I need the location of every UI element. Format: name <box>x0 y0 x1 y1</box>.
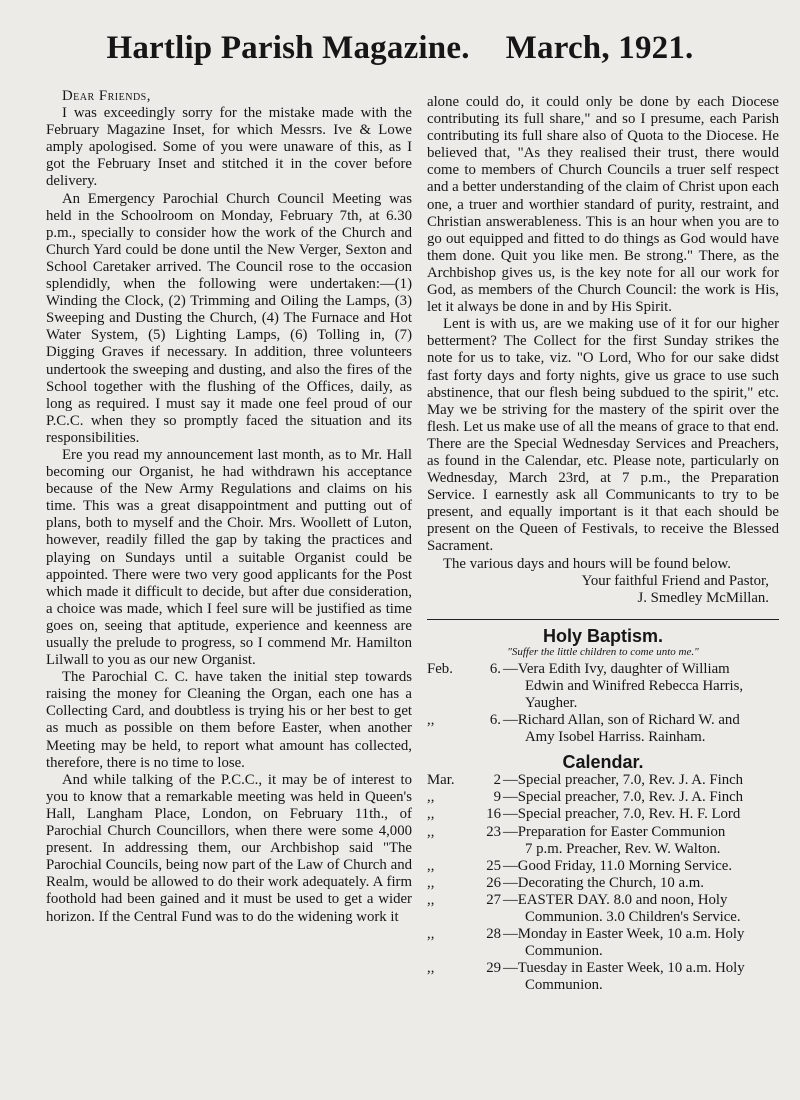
entry-day: 25 <box>486 857 501 874</box>
masthead <box>0 30 800 67</box>
entry-month: ,, <box>427 960 435 977</box>
closing: Your faithful Friend and Pastor, <box>581 572 769 589</box>
left-column <box>46 88 412 926</box>
entry-text <box>503 926 779 960</box>
entry-line: —EASTER DAY. 8.0 and noon, Holy <box>503 891 728 908</box>
calendar-entry <box>427 772 779 789</box>
calendar-entry <box>427 892 779 926</box>
entry-line: —Tuesday in Easter Week, 10 a.m. Holy <box>503 960 745 977</box>
issue-date: March, 1921. <box>505 30 694 66</box>
entry-month: Feb. <box>427 660 453 677</box>
baptism-motto: "Suffer the little children to come unto me." <box>507 645 699 658</box>
salutation: Dear Friends, <box>62 88 151 104</box>
letter-paragraph: I was exceedingly sorry for the mistake made with the February Magazine Inset, for which Messrs. Ive & Lowe amply apologised. Some of you were unaware of this, as I got the February Inset and stitched it in the cover before delivery. <box>46 105 412 190</box>
entry-month: ,, <box>427 823 435 840</box>
entry-day: 27 <box>486 891 501 908</box>
entry-text: —Special preacher, 7.0, Rev. H. F. Lord <box>503 806 741 823</box>
entry-text <box>503 824 779 858</box>
baptism-section <box>427 626 779 746</box>
entry-text <box>503 712 779 746</box>
baptism-entry <box>427 661 779 712</box>
letter-paragraph: And while talking of the P.C.C., it may be of interest to you to know that a remarkable meeting was held in Queen's Hall, Langham Place, London, on February 11th., of Parochial Church Councillors, when there were some 4,000 present. In addressing them, our Archbishop said "The Parochial Councils, being now part of the Law of Church and Realm, would be allowed to do their work adequately. A firm foothold had been gained and it must be used to get a wider horizon. If the Central Fund was to do the widening work it <box>46 771 412 925</box>
entry-line: Communion. 3.0 Children's Service. <box>525 909 741 926</box>
entry-text: —Special preacher, 7.0, Rev. J. A. Finch <box>503 789 744 806</box>
entry-day: 6. <box>489 712 501 729</box>
entry-line: Communion. <box>525 943 603 960</box>
baptism-heading: Holy Baptism. <box>542 625 664 646</box>
entry-line: Edwin and Winifred Rebecca Harris, <box>525 677 744 694</box>
entry-line: Amy Isobel Harriss. Rainham. <box>525 729 706 746</box>
signature: J. Smedley McMillan. <box>637 589 769 606</box>
entry-line: Yaugher. <box>525 695 578 711</box>
entry-month: ,, <box>427 712 435 729</box>
calendar-entry <box>427 875 779 892</box>
entry-month: Mar. <box>427 772 455 789</box>
letter-paragraph: An Emergency Parochial Church Council Meeting was held in the Schoolroom on Monday, February 7th, at 6.30 p.m., specially to consider how the work of the Church and Church Yard could be done until the New Verger, Sexton and School Caretaker arrived. The Council rose to the occasion splendidly, when the following were undertaken:—(1) Winding the Clock, (2) Trimming and Oiling the Lamps, (3) Sweeping and Dusting the Church, (4) The Furnace and Hot Water System, (5) Lighting Lamps, (6) Tolling in, (7) Digging Graves if necessary. In addition, three volunteers undertook the sweeping and dusting, and also the fires of the School together with the flushing of the Offices, daily, as long as required. I must say it made one feel proud of our P.C.C. when they so promptly faced the situation and its responsibilities. <box>46 190 412 446</box>
letter-paragraph: Lent is with us, are we making use of it for our higher betterment? The Collect for the first Sunday strikes the note for us to take, viz. "O Lord, Who for our sake didst fast forty days and forty nights, give us grace to use such abstinence, that our flesh being subdued to the spirit," etc. May we be striving for the mastery of the spirit over the flesh. Let us make use of all the means of grace to that end. There are the Special Wednesday Services and Preachers, as found in the Calendar, etc. Please note, particularly on Wednesday, March 23rd, at 7 p.m., the Preparation Service. I earnestly ask all Communicants to try to be present, and equally important is it that each should be present on the Queen of Festivals, to receive the Blessed Sacrament. <box>427 316 779 555</box>
entry-text <box>503 892 779 926</box>
section-divider <box>427 619 779 620</box>
baptism-entry <box>427 712 779 746</box>
entry-text <box>503 960 779 994</box>
calendar-entry <box>427 824 779 858</box>
magazine-title: Hartlip Parish Magazine. <box>106 30 470 66</box>
entry-line: —Preparation for Easter Communion <box>503 823 726 840</box>
entry-month: ,, <box>427 891 435 908</box>
entry-month: ,, <box>427 806 435 823</box>
letter-paragraph: Ere you read my announcement last month, as to Mr. Hall becoming our Organist, he had withdrawn his acceptance because of the New Army Regulations and claims on his time. This was a great disappointment and putting out of plans, both to myself and the Choir. Mrs. Woollett of Luton, however, readily filled the gap by taking the practices and playing on Sundays until a suitable Organist could be appointed. There were two very good applicants for the Post which made it difficult to decide, but after due consideration, a choice was made, which I feel sure will be justified as time goes on, seeing that aptitude, experience and keenness are usually the prelude to progress, so I commend Mr. Hamilton Lilwall to you as our new Organist. <box>46 446 412 669</box>
entry-day: 28 <box>486 926 501 943</box>
entry-day: 26 <box>486 874 501 891</box>
entry-day: 29 <box>486 960 501 977</box>
entry-text: —Decorating the Church, 10 a.m. <box>503 874 704 891</box>
entry-month: ,, <box>427 874 435 891</box>
letter-paragraph: alone could do, it could only be done by each Diocese contributing its full share," and so I presume, each Parish contributing its full share also of Quota to the Diocese. He believed that, "As they realised their trust, there would come to members of Church Councils a truer self respect and a better understanding of the claim of Christ upon each one, a truer and worthier standard of purity, restraint, and Christian answerableness. This is an hour when you are to go out equipped and fitted to do things as God would have them done. Quit you like men. Be strong." There, as the Archbishop gives us, is the key note for all our work for God, as members of the Church Council: the work is His, let it always be done in and by His Spirit. <box>427 94 779 316</box>
entry-day: 23 <box>486 823 501 840</box>
calendar-entry <box>427 926 779 960</box>
entry-text: —Special preacher, 7.0, Rev. J. A. Finch <box>503 772 744 789</box>
entry-text: —Good Friday, 11.0 Morning Service. <box>503 857 733 874</box>
entry-day: 6. <box>489 660 501 677</box>
entry-day: 2 <box>493 772 501 789</box>
calendar-entry <box>427 960 779 994</box>
entry-line: Communion. <box>525 977 603 994</box>
right-column <box>427 94 779 995</box>
entry-month: ,, <box>427 926 435 943</box>
calendar-heading: Calendar. <box>562 752 644 773</box>
letter-paragraph: The Parochial C. C. have taken the initial step towards raising the money for Cleaning the Organ, each one has a Collecting Card, and doubtless is trying his or her best to get as much as possible on them before Easter, when another Meeting may be held, to report what amount has collected, therefore, there is no time to lose. <box>46 669 412 771</box>
calendar-section <box>427 752 779 994</box>
entry-month: ,, <box>427 789 435 806</box>
entry-day: 9 <box>493 789 501 806</box>
entry-day: 16 <box>486 806 501 823</box>
calendar-entry <box>427 806 779 823</box>
entry-line: —Richard Allan, son of Richard W. and <box>503 712 740 729</box>
calendar-entry <box>427 858 779 875</box>
calendar-entry <box>427 789 779 806</box>
entry-line: 7 p.m. Preacher, Rev. W. Walton. <box>525 840 721 857</box>
entry-line: —Monday in Easter Week, 10 a.m. Holy <box>503 926 745 943</box>
entry-text <box>503 661 779 712</box>
entry-month: ,, <box>427 857 435 874</box>
entry-line: —Vera Edith Ivy, daughter of William <box>503 660 730 677</box>
letter-paragraph: The various days and hours will be found below. <box>443 555 731 572</box>
